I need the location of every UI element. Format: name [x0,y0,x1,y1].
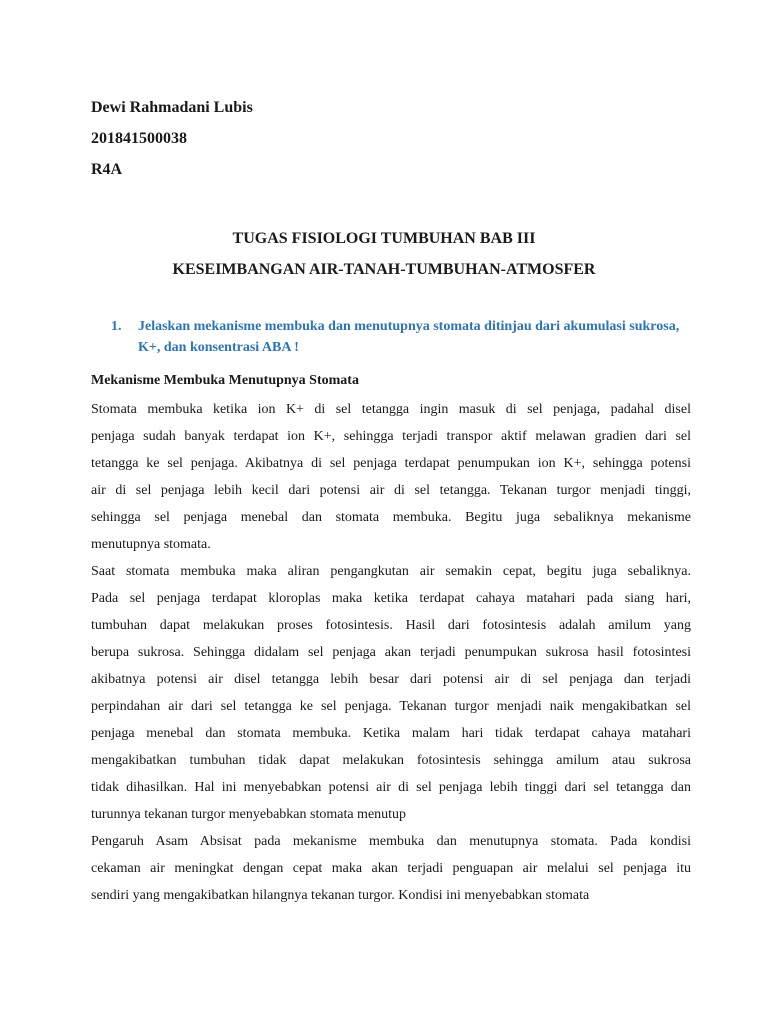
body-line: penjaga menebal dan stomata membuka. Ketika malam hari tidak terdapat cahaya matahari [91,726,691,741]
body-line: Pada sel penjaga terdapat kloroplas maka ketika terdapat cahaya matahari pada siang hari, [91,591,691,606]
body-line: berupa sukrosa. Sehingga didalam sel penjaga akan terjadi penumpukan sukrosa hasil fotosintesi [91,645,691,660]
question-number: 1. [111,319,122,334]
body-line: sendiri yang mengakibatkan hilangnya tekanan turgor. Kondisi ini menyebabkan stomata [91,888,590,903]
body-line: perpindahan air dari sel tetangga ke sel penjaga. Tekanan turgor menjadi naik mengakibatkan sel [91,699,691,714]
title-line-2: KESEIMBANGAN AIR-TANAH-TUMBUHAN-ATMOSFER [172,261,596,278]
body-line: Pengaruh Asam Absisat pada mekanisme membuka dan menutupnya stomata. Pada kondisi [91,834,691,849]
section-heading: Mekanisme Membuka Menutupnya Stomata [91,373,359,388]
body-line: cekaman air meningkat dengan cepat maka akan terjadi penguapan air melalui sel penjaga itu [91,861,691,876]
body-line: Stomata membuka ketika ion K+ di sel tetangga ingin masuk di sel penjaga, padahal disel [91,402,691,417]
body-line: air di sel penjaga lebih kecil dari potensi air di sel tetangga. Tekanan turgor menjadi tinggi, [91,483,691,498]
author-name: Dewi Rahmadani Lubis [91,99,253,116]
body-line: mengakibatkan tumbuhan tidak dapat melakukan fotosintesis sehingga amilum atau sukrosa [91,753,691,768]
question-text: Jelaskan mekanisme membuka dan menutupnya stomata ditinjau dari akumulasi sukrosa, K+, dan konsentrasi ABA ! [138,319,680,355]
body-line: tidak dihasilkan. Hal ini menyebabkan potensi air di sel penjaga lebih tinggi dari sel tetangga dan [91,780,691,795]
body-line: tetangga ke sel penjaga. Akibatnya di sel penjaga terdapat penumpukan ion K+, sehingga potensi [91,456,691,471]
body-text [91,396,691,909]
class-code: R4A [91,161,123,178]
body-line: penjaga sudah banyak terdapat ion K+, sehingga terjadi transpor aktif melawan gradien dari sel [91,429,691,444]
body-line: tumbuhan dapat melakukan proses fotosintesis. Hasil dari fotosintesis adalah amilum yang [91,618,691,633]
title-line-1: TUGAS FISIOLOGI TUMBUHAN BAB III [232,230,536,247]
author-block [91,92,253,185]
question-item [111,316,681,358]
body-line: Saat stomata membuka maka aliran pengangkutan air semakin cepat, begitu juga sebaliknya. [91,564,691,579]
body-line: sehingga sel penjaga menebal dan stomata membuka. Begitu juga sebaliknya mekanisme [91,510,691,525]
body-line: turunnya tekanan turgor menyebabkan stomata menutup [91,807,407,822]
body-line: akibatnya potensi air disel tetangga lebih besar dari potensi air di sel penjaga dan terjadi [91,672,691,687]
body-line: menutupnya stomata. [91,537,211,552]
student-id: 201841500038 [91,130,187,147]
document-title [0,223,768,285]
